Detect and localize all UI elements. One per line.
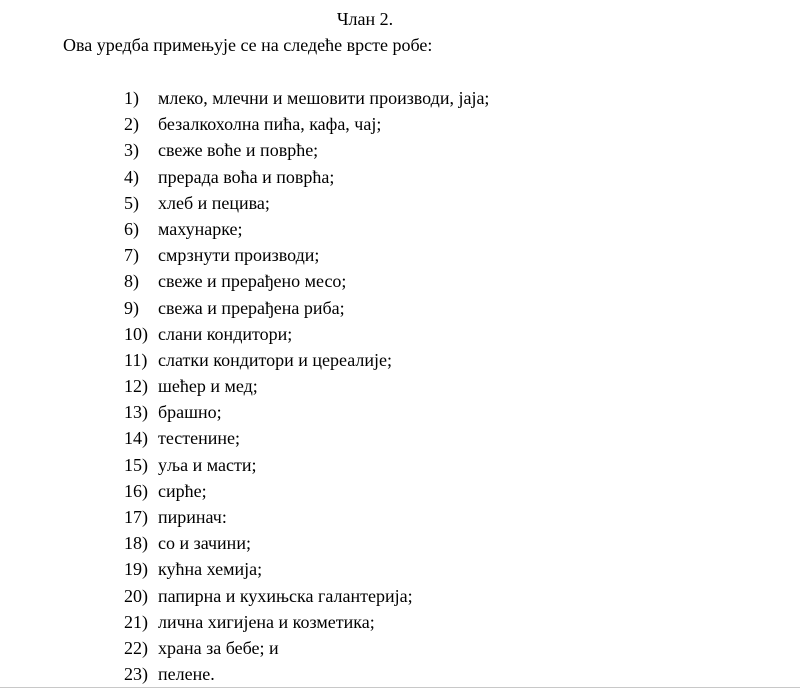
item-text: слани кондитори; xyxy=(158,323,293,344)
item-number: 2) xyxy=(124,114,139,135)
item-number: 6) xyxy=(124,218,139,239)
item-number: 11) xyxy=(124,349,148,370)
item-text: лична хигијена и козметика; xyxy=(158,611,375,632)
item-number: 13) xyxy=(124,402,148,423)
item-number: 10) xyxy=(124,323,148,344)
item-number: 18) xyxy=(124,533,148,554)
item-text: свежа и прерађена риба; xyxy=(158,297,345,318)
item-text: слатки кондитори и цереалије; xyxy=(158,349,392,370)
article-intro: Ова уредба примењује се на следеће врсте робе: xyxy=(63,35,433,55)
item-number: 1) xyxy=(124,88,139,108)
item-number: 16) xyxy=(124,480,148,501)
item-text: безалкохолна пића, кафа, чај; xyxy=(158,114,382,135)
item-text: хлеб и пецива; xyxy=(158,192,270,213)
item-number: 20) xyxy=(124,585,148,606)
item-text: прерада воћа и поврћа; xyxy=(158,166,335,187)
item-number: 17) xyxy=(124,507,148,527)
item-text: шећер и мед; xyxy=(158,376,258,397)
item-number: 9) xyxy=(124,297,139,318)
item-text: со и зачини; xyxy=(158,533,251,554)
item-text: пиринач: xyxy=(158,507,227,527)
item-text: брашно; xyxy=(158,402,222,423)
item-number: 22) xyxy=(124,637,148,658)
item-number: 12) xyxy=(124,376,148,397)
item-number: 4) xyxy=(124,166,139,187)
item-text: тестенине; xyxy=(158,428,241,449)
item-number: 5) xyxy=(124,192,139,213)
item-number: 7) xyxy=(124,245,139,266)
item-text: пелене. xyxy=(158,664,215,685)
item-text: уља и масти; xyxy=(158,454,257,475)
item-text: млеко, млечни и мешовити производи, јаја; xyxy=(158,88,490,108)
item-number: 21) xyxy=(124,611,148,632)
item-number: 23) xyxy=(124,664,148,685)
item-text: свеже воће и поврће; xyxy=(158,140,319,161)
item-text: смрзнути производи; xyxy=(158,245,320,266)
item-number: 8) xyxy=(124,271,139,292)
item-text: кућна хемија; xyxy=(158,559,263,580)
page-divider xyxy=(0,687,800,688)
item-text: свеже и прерађено месо; xyxy=(158,271,347,292)
item-text: сирће; xyxy=(158,480,207,501)
item-text: храна за бебе; и xyxy=(158,637,279,658)
item-text: папирна и кухињска галантерија; xyxy=(158,585,413,606)
item-number: 15) xyxy=(124,454,148,475)
item-number: 14) xyxy=(124,428,148,449)
article-title: Члан 2. xyxy=(336,9,394,29)
item-number: 3) xyxy=(124,140,139,161)
item-number: 19) xyxy=(124,559,148,580)
item-text: махунарке; xyxy=(158,218,243,239)
